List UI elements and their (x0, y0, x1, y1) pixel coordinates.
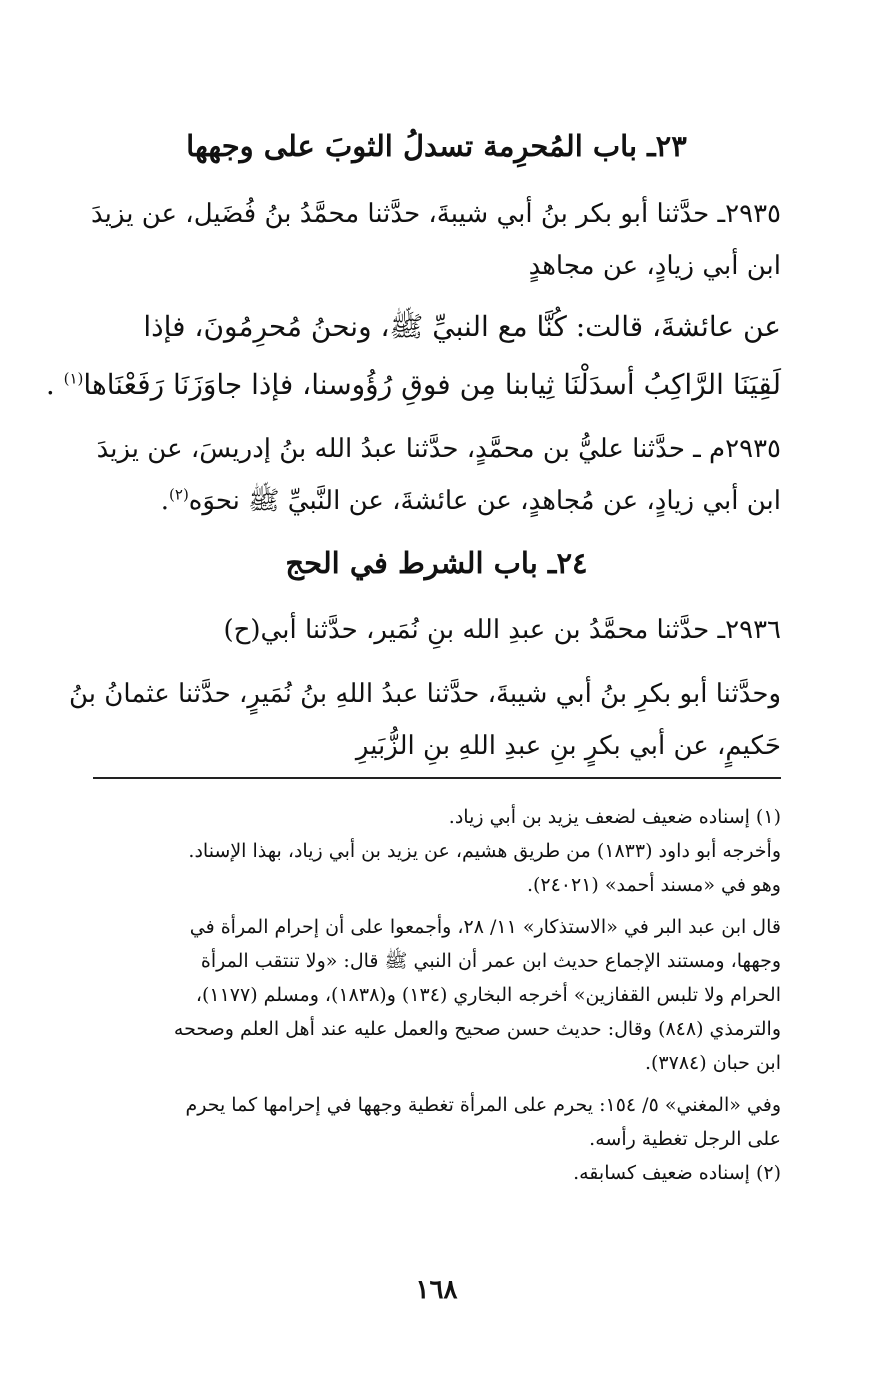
hadith-2935m-end: . (160, 486, 170, 516)
footnotes (92, 800, 781, 1190)
footnote-line: على الرجل تغطية رأسه. (589, 1128, 781, 1150)
footnote-line: وهو في «مسند أحمد» (٢٤٠٢١). (526, 874, 781, 896)
chapter-heading-23: ٢٣ـ باب المُحرِمة تسدلُ الثوبَ على وجهها (186, 129, 687, 163)
footnote-line: وأخرجه أبو داود (١٨٣٣) من طريق هشيم، عن يزيد بن أبي زياد، بهذا الإسناد. (188, 840, 781, 862)
hadith-2936-isnad-2 (69, 668, 781, 772)
footnote-line: وفي «المغني» ٥/ ١٥٤: يحرم على المرأة تغطية وجهها في إحرامها كما يحرم (185, 1094, 781, 1116)
footnote-line: ابن حبان (٣٧٨٤). (644, 1052, 781, 1074)
footnote-ref-1: (١) (63, 369, 84, 388)
chapter-heading-24: ٢٤ـ باب الشرط في الحج (285, 546, 588, 580)
footnote-separator (93, 777, 781, 779)
hadith-2935m (92, 423, 781, 527)
matn-line-2-text: لَقِيَنَا الرَّاكِبُ أسدَلْنَا ثِيابنا مِن فوقِ رُؤُوسنا، فإذا جاوَزَنَا رَفَعْنَاها (83, 368, 781, 401)
hadith-2935-matn (45, 298, 781, 414)
footnote-line: وجهها، ومستند الإجماع حديث ابن عمر أن النبي ﷺ قال: «ولا تنتقب المرأة (200, 950, 781, 972)
hadith-2936b-line-2: حَكيمٍ، عن أبي بكرٍ بنِ عبدِ اللهِ بنِ الزُّبَيرِ (355, 731, 781, 761)
hadith-2935m-line-1: ٢٩٣٥م ـ حدَّثنا عليُّ بن محمَّدٍ، حدَّثنا عبدُ الله بنُ إدريسَ، عن يزيدَ (96, 434, 781, 464)
footnote-2-line: (٢) إسناده ضعيف كسابقه. (573, 1162, 781, 1184)
hadith-2935m-line-2-text: ابن أبي زيادٍ، عن مُجاهدٍ، عن عائشةَ، عن النَّبيِّ ﷺ نحوَه (188, 486, 781, 516)
footnote-line: الحرام ولا تلبس القفازين» أخرجه البخاري (١٣٤) و(١٨٣٨)، ومسلم (١١٧٧)، (195, 984, 781, 1006)
matn-line-1: عن عائشةَ، قالت: كُنَّا مع النبيِّ ﷺ، ونحنُ مُحرِمُونَ، فإذا (143, 310, 781, 343)
hadith-2936b-line-1: وحدَّثنا أبو بكرِ بنُ أبي شيبةَ، حدَّثنا عبدُ اللهِ بنُ نُمَيرٍ، حدَّثنا عثمانُ بنُ (69, 679, 781, 709)
footnote-1-line: (١) إسناده ضعيف لضعف يزيد بن أبي زياد. (448, 806, 781, 828)
hadith-2936-isnad (92, 604, 781, 656)
isnad-line-1: ٢٩٣٥ـ حدَّثنا أبو بكر بنُ أبي شيبةَ، حدَّثنا محمَّدُ بنُ فُضَيل، عن يزيدَ (91, 199, 781, 229)
footnote-line: والترمذي (٨٤٨) وقال: حديث حسن صحيح والعمل عليه عند أهل العلم وصححه (173, 1018, 781, 1040)
hadith-2935m-line-2 (92, 475, 781, 527)
page-number: ١٦٨ (415, 1275, 458, 1305)
hadith-2935-isnad (92, 188, 781, 292)
matn-end: . (45, 368, 55, 401)
footnote-line: قال ابن عبد البر في «الاستذكار» ١١/ ٢٨، وأجمعوا على أن إحرام المرأة في (189, 916, 781, 938)
hadith-2936-line-1: ٢٩٣٦ـ حدَّثنا محمَّدُ بن عبدِ الله بنِ نُمَير، حدَّثنا أبي(ح) (223, 615, 781, 645)
isnad-line-2: ابن أبي زيادٍ، عن مجاهدٍ (528, 251, 781, 281)
matn-line-2 (45, 356, 781, 414)
footnote-ref-2: (٢) (169, 485, 189, 504)
